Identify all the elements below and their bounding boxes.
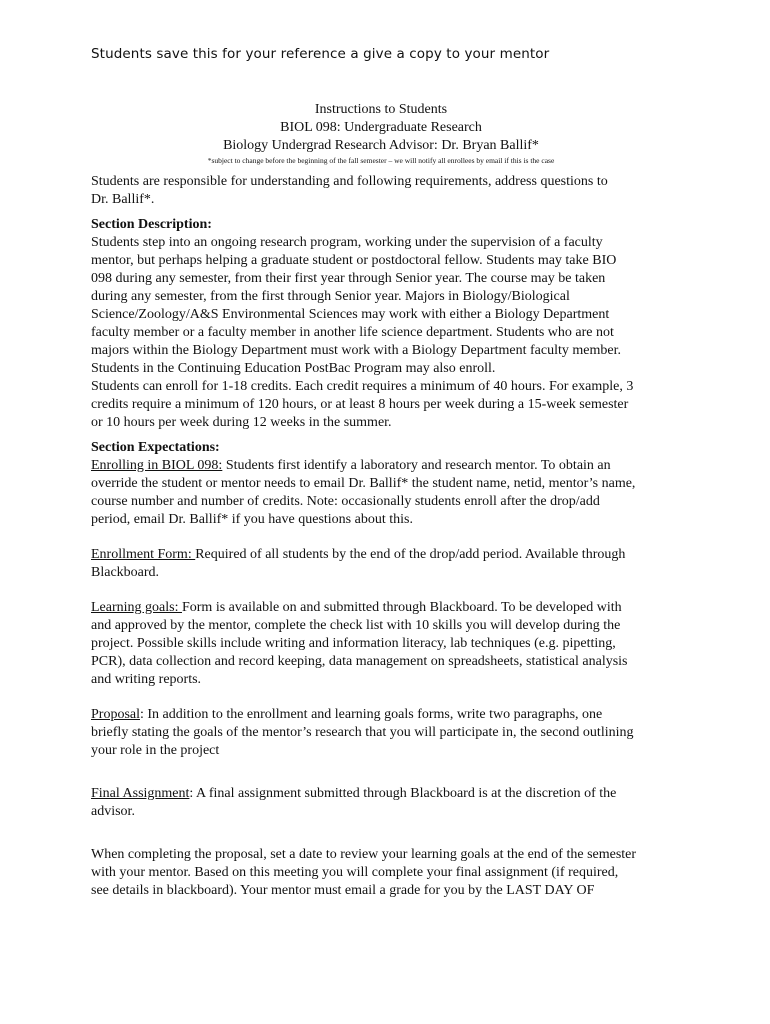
enrolling-line: override the student or mentor needs to email Dr. Ballif* the student name, netid, mentor’s name, [91, 476, 636, 491]
enrollment-form-line: Blackboard. [91, 565, 160, 580]
description-line: credits require a minimum of 120 hours, or at least 8 hours per week during a 15-week semester [91, 397, 629, 412]
enrollment-form-text: Required of all students by the end of the drop/add period. Available through [195, 547, 626, 562]
description-line: 098 during any semester, from their first year through Senior year. The course may be taken [91, 271, 606, 286]
enrolling-line: period, email Dr. Ballif* if you have questions about this. [91, 512, 413, 527]
section-expectations-heading: Section Expectations: [91, 440, 220, 455]
description-line: Science/Zoology/A&S Environmental Sciences may work with either a Biology Department [91, 307, 610, 322]
header-footnote: *subject to change before the beginning of the fall semester – we will notify all enrollees by email if this is the case [207, 156, 555, 165]
header-course: BIOL 098: Undergraduate Research [280, 120, 482, 135]
description-line: faculty member or a faculty member in another life science department. Students who are not [91, 325, 614, 340]
header-advisor: Biology Undergrad Research Advisor: Dr. Bryan Ballif* [223, 138, 539, 153]
enrolling-line: course number and number of credits. Note: occasionally students enroll after the drop/add [91, 494, 600, 509]
proposal-line: your role in the project [91, 743, 220, 758]
learning-goals-line: PCR), data collection and record keeping, data management on spreadsheets, statistical analysis [91, 654, 628, 669]
learning-goals-line: and writing reports. [91, 672, 202, 687]
learning-goals-paragraph [91, 599, 691, 689]
description-line: Students step into an ongoing research program, working under the supervision of a faculty [91, 235, 603, 250]
learning-goals-line: and approved by the mentor, complete the check list with 10 skills you will develop during the [91, 618, 621, 633]
proposal-label: Proposal [91, 707, 140, 722]
intro-paragraph [91, 173, 691, 209]
learning-goals-label: Learning goals: [91, 600, 182, 615]
enrollment-form-label: Enrollment Form: [91, 547, 196, 562]
final-assignment-line: advisor. [91, 804, 135, 819]
closing-paragraph [91, 846, 691, 900]
final-assignment-text: : A final assignment submitted through Blackboard is at the discretion of the [189, 786, 617, 801]
section-expectations [91, 439, 691, 529]
document-body [91, 173, 691, 900]
description-line: Students in the Continuing Education PostBac Program may also enroll. [91, 361, 496, 376]
learning-goals-line: project. Possible skills include writing and information literacy, lab techniques (e.g. pipetting, [91, 636, 616, 651]
final-assignment-paragraph [91, 785, 691, 821]
enrolling-text: Students first identify a laboratory and research mentor. To obtain an [222, 458, 611, 473]
closing-line: When completing the proposal, set a date to review your learning goals at the end of the semester [91, 847, 637, 862]
enrollment-form-paragraph [91, 546, 691, 582]
header-title: Instructions to Students [314, 102, 448, 117]
description-line: Students can enroll for 1-18 credits. Each credit requires a minimum of 40 hours. For example, 3 [91, 379, 634, 394]
intro-line: Students are responsible for understanding and following requirements, address questions to [91, 174, 608, 189]
section-description-heading: Section Description: [91, 217, 212, 232]
document-header [91, 101, 671, 167]
closing-line: with your mentor. Based on this meeting you will complete your final assignment (if required, [91, 865, 619, 880]
description-line: or 10 hours per week during 12 weeks in the summer. [91, 415, 392, 430]
proposal-text: : In addition to the enrollment and learning goals forms, write two paragraphs, one [140, 707, 603, 722]
section-description [91, 216, 691, 432]
description-line: mentor, but perhaps helping a graduate student or postdoctoral fellow. Students may take BIO [91, 253, 617, 268]
top-note: Students save this for your reference a give a copy to your mentor [91, 46, 550, 62]
description-line: majors within the Biology Department must work with a Biology Department faculty member. [91, 343, 621, 358]
enrolling-label: Enrolling in BIOL 098: [91, 458, 223, 473]
learning-goals-text: Form is available on and submitted through Blackboard. To be developed with [181, 600, 622, 615]
proposal-line: briefly stating the goals of the mentor’s research that you will participate in, the second outlining [91, 725, 634, 740]
proposal-paragraph [91, 706, 691, 760]
final-assignment-label: Final Assignment [91, 786, 190, 801]
closing-line: see details in blackboard). Your mentor must email a grade for you by the LAST DAY OF [91, 883, 595, 898]
intro-line: Dr. Ballif*. [91, 192, 155, 207]
description-line: during any semester, from the first through Senior year. Majors in Biology/Biological [91, 289, 570, 304]
